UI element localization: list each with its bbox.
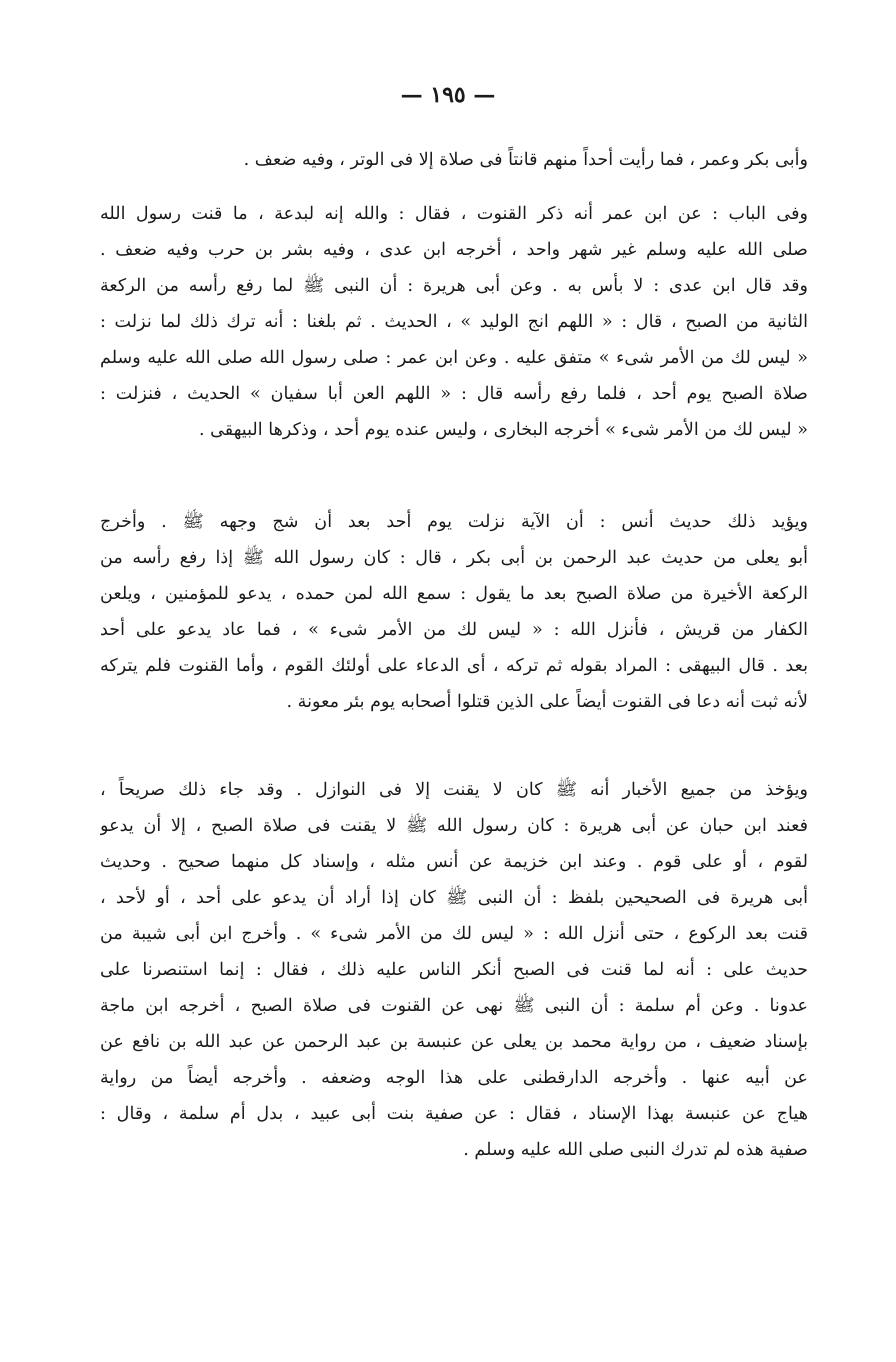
paragraph-3 [100,504,808,720]
paragraph-1 [100,142,808,178]
text-line: وأبى بكر وعمر ، فما رأيت أحداً منهم قانتاً فى صلاة إلا فى الوتر ، وفيه ضعف . [243,150,808,170]
paragraph-4 [100,772,808,1168]
text-line: لقوم ، أو على قوم . وعند ابن خزيمة عن أنس مثله ، وإسناد كل منهما صحيح . وحديث [100,852,808,872]
text-line: حديث على : أنه لما قنت فى الصبح أنكر الناس عليه ذلك ، فقال : إنما استنصرنا على [100,960,808,980]
text-line: « ليس لك من الأمر شىء » متفق عليه . وعن ابن عمر : صلى رسول الله صلى الله عليه وسلم [100,348,808,368]
text-line: هياج عن عنبسة بهذا الإسناد ، فقال : عن صفية بنت أبى عبيد ، بدل أم سلمة ، وقال : [100,1104,808,1124]
text-line: صلى الله عليه وسلم غير شهر واحد ، أخرجه ابن عدى ، وفيه بشر بن حرب وفيه ضعف . [100,240,808,260]
text-line: ويؤيد ذلك حديث أنس : أن الآية نزلت يوم أحد بعد أن شج وجهه ﷺ . وأخرج [100,512,808,532]
text-line: بعد . قال البيهقى : المراد بقوله ثم تركه ، أى الدعاء على أولئك القوم ، وأما القنوت فلم يتركه [100,656,808,676]
page-number: — ١٩٥ — [400,82,496,108]
text-line: وقد قال ابن عدى : لا بأس به . وعن أبى هريرة : أن النبى ﷺ لما رفع رأسه من الركعة [100,276,808,296]
text-line: عدونا . وعن أم سلمة : أن النبى ﷺ نهى عن القنوت فى صلاة الصبح ، أخرجه ابن ماجة [100,996,808,1016]
text-line: فعند ابن حبان عن أبى هريرة : كان رسول الله ﷺ لا يقنت فى صلاة الصبح ، إلا أن يدعو [100,816,808,836]
text-line: الكفار من قريش ، فأنزل الله : « ليس لك من الأمر شىء » ، فما عاد يدعو على أحد [100,620,808,640]
text-line: لأنه ثبت أنه دعا فى القنوت أيضاً على الذين قتلوا أصحابه يوم بئر معونة . [286,692,808,712]
text-line: الثانية من الصبح ، قال : « اللهم انج الوليد » ، الحديث . ثم بلغنا : أنه ترك ذلك لما نزلت : [100,312,808,332]
text-line: صلاة الصبح يوم أحد ، فلما رفع رأسه قال : « اللهم العن أبا سفيان » الحديث ، فنزلت : [100,384,808,404]
text-line: وفى الباب : عن ابن عمر أنه ذكر القنوت ، فقال : والله إنه لبدعة ، ما قنت رسول الله [100,204,808,224]
text-line: « ليس لك من الأمر شىء » أخرجه البخارى ، وليس عنده يوم أحد ، وذكرها البيهقى . [198,420,808,440]
text-line: قنت بعد الركوع ، حتى أنزل الله : « ليس لك من الأمر شىء » . وأخرج ابن أبى شيبة من [100,924,808,944]
text-line: بإسناد ضعيف ، من رواية محمد بن يعلى عن عنبسة بن عبد الرحمن عن عبد الله بن نافع عن [100,1032,808,1052]
text-line: أبى هريرة فى الصحيحين بلفظ : أن النبى ﷺ كان إذا أراد أن يدعو على أحد ، أو لأحد ، [100,888,808,908]
text-line: صفية هذه لم تدرك النبى صلى الله عليه وسلم . [463,1140,808,1160]
text-line: ويؤخذ من جميع الأخبار أنه ﷺ كان لا يقنت إلا فى النوازل . وقد جاء ذلك صريحاً ، [100,780,808,800]
text-line: عن أبيه عنها . وأخرجه الدارقطنى على هذا الوجه وضعفه . وأخرجه أيضاً من رواية [100,1068,808,1088]
text-line: أبو يعلى من حديث عبد الرحمن بن أبى بكر ، قال : كان رسول الله ﷺ إذا رفع رأسه من [100,548,808,568]
paragraph-2 [100,196,808,448]
text-line: الركعة الأخيرة من صلاة الصبح بعد ما يقول : سمع الله لمن حمده ، يدعو للمؤمنين ، ويلعن [100,584,808,604]
